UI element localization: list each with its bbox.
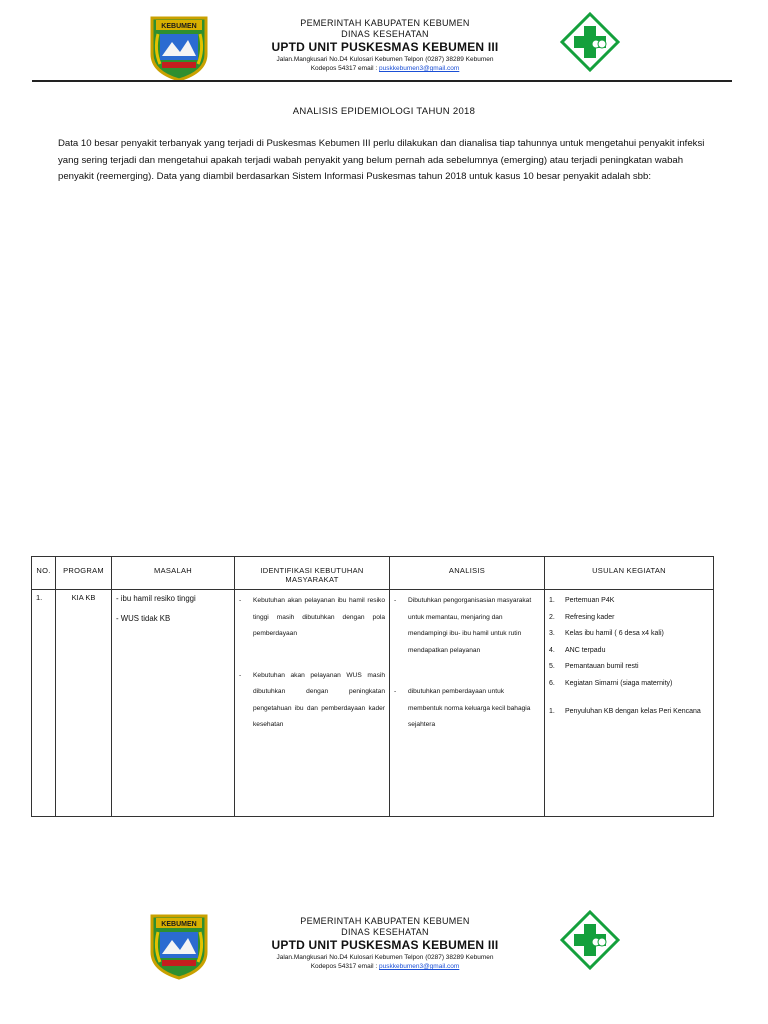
analisis-text: Dibutuhkan pengorganisasian masyarakat untuk memantau, menjaring dan mendampingi ibu- ibu hamil untuk rutin mendapatkan pelayanan [408, 597, 532, 654]
usulan-item [549, 659, 709, 676]
government-name: PEMERINTAH KABUPATEN KEBUMEN [300, 18, 470, 28]
cell-analisis [390, 590, 545, 817]
email-link[interactable]: puskkebumen3@gmail.com [379, 963, 460, 970]
masalah-item: - WUS tidak KB [116, 614, 171, 623]
usulan-text: ANC terpadu [565, 646, 606, 654]
usulan-item [549, 626, 709, 643]
analisis-item [394, 593, 540, 659]
address-line: Jalan.Mangkusari No.D4 Kulosari Kebumen Telpon (0287) 38289 Kebumen [276, 56, 494, 63]
header-no: NO. [32, 557, 56, 590]
item-number: 1. [549, 597, 555, 604]
crest-label: KEBUMEN [161, 23, 197, 30]
institution-name: UPTD UNIT PUSKESMAS KEBUMEN III [271, 40, 499, 54]
item-number: 2. [549, 613, 555, 621]
identifikasi-text: Kebutuhan akan pelayanan WUS masih dibutuhkan dengan peningkatan pengetahuan ibu dan pemberdayaan kader kesehatan [253, 671, 385, 728]
masalah-item: - ibu hamil resiko tinggi [116, 594, 196, 603]
analisis-item [394, 684, 540, 734]
kebumen-crest-logo [148, 912, 210, 980]
usulan-item [549, 610, 709, 627]
email-link[interactable]: puskkebumen3@gmail.com [379, 65, 460, 72]
identifikasi-item [239, 593, 385, 643]
letterhead-text [230, 18, 540, 73]
usulan-text: Pemantauan bumil resti [565, 663, 639, 670]
intro-paragraph: Data 10 besar penyakit terbanyak yang terjadi di Puskesmas Kebumen III perlu dilakukan dan dianalisa tiap tahunnya untuk mengetahui penyakit infeksi yang sering terjadi dan mengetahui apakah terjadi wabah penyakit yang belum pernah ada sebelumnya (emerging) atau terjadi peningkatan wabah penyakit (reemerging). Data yang diambil berdasarkan Sistem Informasi Puskesmas tahun 2018 untuk kasus 10 besar penyakit adalah sbb: [58, 138, 705, 182]
table-header-row [32, 557, 714, 590]
dash-bullet: - [239, 671, 242, 679]
dash-bullet: - [394, 597, 397, 604]
cell-program: KIA KB [56, 590, 112, 817]
item-number: 3. [549, 630, 555, 637]
document-title: ANALISIS EPIDEMIOLOGI TAHUN 2018 [292, 106, 476, 117]
usulan-text: Kegiatan Simarni (siaga maternity) [565, 679, 673, 687]
identifikasi-text: Kebutuhan akan pelayanan ibu hamil resiko tinggi masih dibutuhkan dengan pola pemberdayaan [253, 597, 385, 637]
postal-email-line [230, 962, 540, 971]
address-line: Jalan.Mangkusari No.D4 Kulosari Kebumen Telpon (0287) 38289 Kebumen [276, 954, 494, 961]
crest-label: KEBUMEN [161, 921, 197, 928]
analysis-table [31, 556, 714, 817]
identifikasi-item [239, 668, 385, 734]
analisis-text: dibutuhkan pemberdayaan untuk membentuk norma keluarga kecil bahagia sejahtera [408, 688, 531, 728]
usulan-item [549, 704, 709, 721]
cell-masalah [112, 590, 235, 817]
usulan-text: Pertemuan P4K [565, 597, 615, 604]
letterhead-bottom [0, 906, 768, 986]
item-number: 1. [549, 708, 555, 715]
letterhead-text [230, 916, 540, 971]
usulan-text: Refresing kader [565, 613, 615, 621]
kebumen-crest-logo [148, 14, 210, 82]
cell-no: 1. [32, 590, 56, 817]
item-number: 6. [549, 679, 555, 687]
postal-code: Kodepos 54317 email : [310, 65, 379, 72]
usulan-item [549, 676, 709, 693]
postal-code: Kodepos 54317 email : [310, 963, 379, 970]
table-row [32, 590, 714, 817]
cell-identifikasi [235, 590, 390, 817]
dash-bullet: - [239, 597, 242, 604]
department-name: DINAS KESEHATAN [341, 927, 429, 937]
usulan-item [549, 643, 709, 660]
item-number: 5. [549, 663, 555, 670]
usulan-text: Penyuluhan KB dengan kelas Peri Kencana [565, 708, 701, 715]
institution-name: UPTD UNIT PUSKESMAS KEBUMEN III [271, 938, 499, 952]
header-identifikasi: IDENTIFIKASI KEBUTUHAN MASYARAKAT [235, 557, 390, 590]
puskesmas-cross-logo [560, 12, 620, 72]
usulan-text: Kelas ibu hamil ( 6 desa x4 kali) [565, 630, 664, 637]
government-name: PEMERINTAH KABUPATEN KEBUMEN [300, 916, 470, 926]
header-program: PROGRAM [56, 557, 112, 590]
header-masalah: MASALAH [112, 557, 235, 590]
puskesmas-cross-logo [560, 910, 620, 970]
postal-email-line [230, 64, 540, 73]
usulan-item [549, 593, 709, 610]
dash-bullet: - [394, 688, 397, 695]
cell-usulan [545, 590, 714, 817]
letterhead-divider [32, 80, 732, 82]
header-usulan: USULAN KEGIATAN [545, 557, 714, 590]
letterhead-top [0, 8, 768, 88]
header-analisis: ANALISIS [390, 557, 545, 590]
item-number: 4. [549, 646, 555, 654]
department-name: DINAS KESEHATAN [341, 29, 429, 39]
